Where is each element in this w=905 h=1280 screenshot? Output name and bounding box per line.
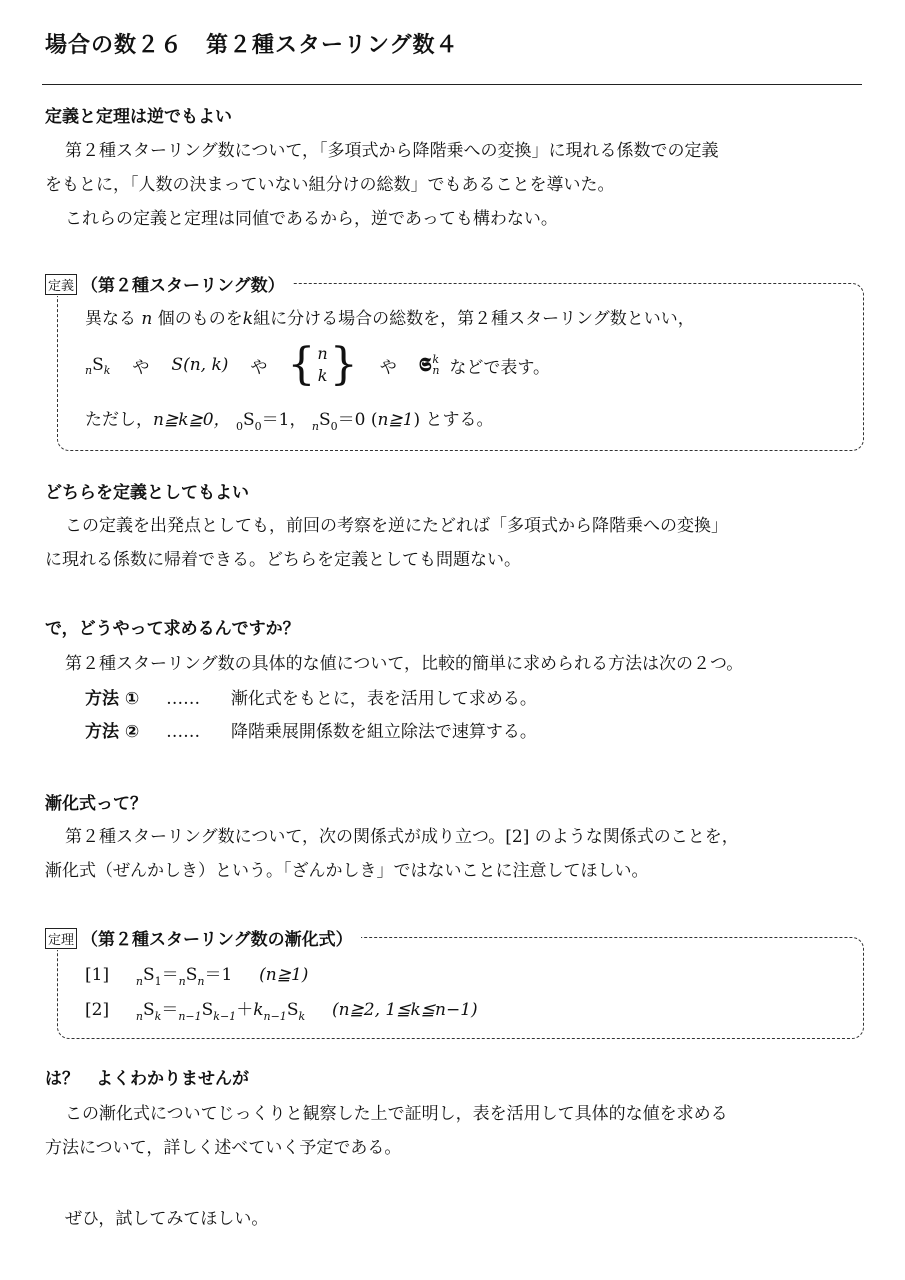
math: ＋ xyxy=(236,1000,254,1020)
paragraph-line: ぜひ，試してみてほしい。 xyxy=(65,1209,269,1229)
definition-line-3 xyxy=(85,405,494,433)
math: ＝ xyxy=(161,1000,179,1020)
math-S: S xyxy=(143,965,155,985)
theorem-tag: 定理 xyxy=(45,928,77,949)
math-subscript: k xyxy=(103,363,111,377)
definition-line-1 xyxy=(85,304,695,329)
math-S: S xyxy=(201,1000,214,1020)
paragraph-line: 第２種スターリング数について，次の関係式が成り立つ。[2] のような関係式のことを， xyxy=(65,827,739,847)
fraktur-S: 𝕾 xyxy=(418,354,432,376)
math-S: S xyxy=(143,1000,155,1020)
method-text: 降階乗展開係数を組立除法で速算する。 xyxy=(230,722,537,742)
paragraph-line: 方法について，詳しく述べていく予定である。 xyxy=(45,1138,402,1158)
definition-box-heading xyxy=(45,271,293,296)
theorem-box xyxy=(57,937,864,1039)
definition-title: （第２種スターリング数） xyxy=(81,276,285,296)
paragraph-line: 第２種スターリング数について，「多項式から降階乗への変換」に現れる係数での定義 xyxy=(65,141,719,161)
math-subscript: k−1 xyxy=(213,1010,237,1023)
method-label: 方法 ② xyxy=(85,722,140,742)
math-S: S xyxy=(318,410,331,430)
math-subscript: 0 xyxy=(330,420,338,433)
paragraph-line: に現れる係数に帰着できる。どちらを定義としても問題ない。 xyxy=(45,550,521,570)
math-subscript: n xyxy=(135,1010,143,1023)
math-subscript: 0 xyxy=(235,420,243,433)
math-subscript: n xyxy=(432,364,440,377)
text: 組に分ける場合の総数を，第２種スターリング数といい， xyxy=(253,309,695,329)
section-heading-not-understood: は？ よくわかりませんが xyxy=(45,1069,249,1089)
paragraph-line: これらの定義と定理は同値であるから，逆であっても構わない。 xyxy=(65,209,558,229)
math-subscript: k xyxy=(154,1010,162,1023)
method-1 xyxy=(85,684,537,709)
text: ただし， xyxy=(85,410,153,430)
ellipsis: …… xyxy=(166,722,201,742)
math-condition: (n≧2, 1≦k≦n−1) xyxy=(331,1000,478,1020)
theorem-box-heading xyxy=(45,925,361,950)
section-heading-either-definition: どちらを定義としてもよい xyxy=(45,483,249,503)
math-subscript: n xyxy=(311,420,319,433)
math-subscript: 0 xyxy=(254,420,262,433)
paragraph-line: 漸化式（ぜんかしき）という。「ざんかしき」ではないことに注意してほしい。 xyxy=(45,861,649,881)
text: や xyxy=(132,357,150,378)
text: 個のものを xyxy=(157,309,243,329)
section-heading-recurrence: 漸化式って？ xyxy=(45,794,147,814)
paragraph-line: をもとに，「人数の決まっていない組分けの総数」でもあることを導いた。 xyxy=(45,175,615,195)
math-subscript: n xyxy=(197,975,205,988)
title-rule xyxy=(42,84,862,85)
page-title: 場合の数２６ 第２種スターリング数４ xyxy=(45,33,459,58)
math-subscript: n−1 xyxy=(263,1010,287,1023)
math-subscript: n xyxy=(135,975,143,988)
math-n: n xyxy=(141,309,153,329)
math-subscript: n xyxy=(85,363,93,377)
section-heading-definition-theorem: 定義と定理は逆でもよい xyxy=(45,107,232,127)
math: n≧k≧0， xyxy=(153,410,231,430)
brace-bottom: k xyxy=(317,366,328,385)
method-label: 方法 ① xyxy=(85,689,140,709)
math-S: S xyxy=(185,965,198,985)
ellipsis: …… xyxy=(166,689,201,709)
math-subscript: 1 xyxy=(154,975,162,988)
theorem-line-2 xyxy=(85,995,478,1023)
math-S: S xyxy=(242,410,255,430)
theorem-title: （第２種スターリング数の漸化式） xyxy=(81,930,353,950)
text: 異なる xyxy=(85,309,136,329)
section-heading-how-to-compute: で，どうやって求めるんですか？ xyxy=(45,619,300,639)
theorem-line-1 xyxy=(85,960,309,988)
item-label: [1] xyxy=(85,965,110,985)
math-condition: (n≧1) xyxy=(259,965,309,985)
paragraph-line: この定義を出発点としても，前回の考察を逆にたどれば「多項式から降階乗への変換」 xyxy=(65,516,728,536)
method-2 xyxy=(85,717,537,742)
brace-top: n xyxy=(317,344,328,363)
math-subscript: n xyxy=(178,975,186,988)
math: ＝1， xyxy=(261,410,307,430)
definition-tag: 定義 xyxy=(45,274,77,295)
math: ＝1 xyxy=(204,965,233,985)
text: などで表す。 xyxy=(449,357,551,378)
text: ) とする。 xyxy=(413,410,494,430)
math-function: S(n, k) xyxy=(171,355,229,375)
math: ＝ xyxy=(161,965,179,985)
math-superscript: k xyxy=(432,353,439,366)
math: ＝0 ( xyxy=(337,410,378,430)
math-k: k xyxy=(253,1000,264,1020)
item-label: [2] xyxy=(85,1000,110,1020)
text: や xyxy=(379,357,397,378)
definition-line-2 xyxy=(85,340,550,390)
paragraph-line: 第２種スターリング数の具体的な値について，比較的簡単に求められる方法は次の２つ。 xyxy=(65,654,744,674)
math-subscript: n−1 xyxy=(178,1010,202,1023)
method-text: 漸化式をもとに，表を活用して求める。 xyxy=(230,689,537,709)
math-S: S xyxy=(92,355,104,375)
brace-notation: { n k } xyxy=(287,339,358,390)
math-subscript: k xyxy=(298,1010,306,1023)
math: n≧1 xyxy=(377,410,414,430)
math-S: S xyxy=(286,1000,299,1020)
text: や xyxy=(250,357,268,378)
paragraph-line: この漸化式についてじっくりと観察した上で証明し，表を活用して具体的な値を求める xyxy=(65,1104,728,1124)
math-k: k xyxy=(242,309,254,329)
